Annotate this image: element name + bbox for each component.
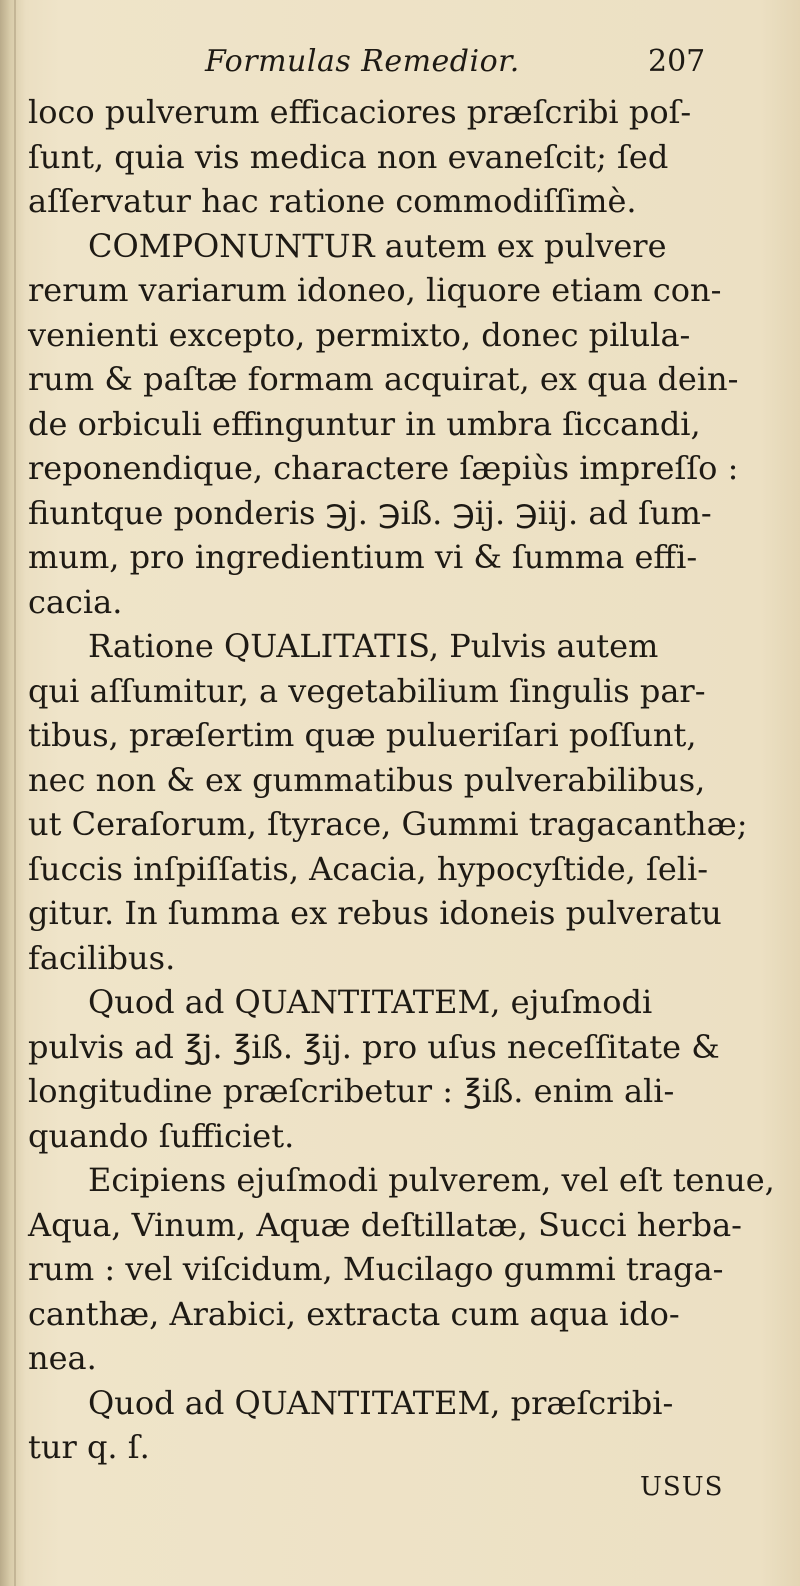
text-line: canthæ, Arabici, extracta cum aqua ido- bbox=[28, 1294, 680, 1333]
text-line: cacia. bbox=[28, 582, 123, 621]
text-line: rerum variarum idoneo, liquore etiam con- bbox=[28, 271, 722, 309]
text-line: Quod ad QUANTITATEM, præſcribi- bbox=[88, 1383, 674, 1422]
text-line: Aqua, Vinum, Aquæ deſtillatæ, Succi herba- bbox=[28, 1205, 742, 1244]
text-line: quando ſufficiet. bbox=[28, 1116, 295, 1155]
text-line: aſſervatur hac ratione commodiſſimè. bbox=[28, 182, 637, 220]
text-line: rum & paſtæ formam acquirat, ex qua dein- bbox=[28, 360, 739, 398]
page-header bbox=[0, 44, 800, 84]
body-text bbox=[28, 90, 775, 1470]
text-line: longitudine præſcribetur : ℥iß. enim ali- bbox=[28, 1072, 675, 1110]
text-line: Ecipiens ejuſmodi pulverem, vel eſt tenue, bbox=[88, 1161, 775, 1199]
text-line: Ratione QUALITATIS, Pulvis autem bbox=[88, 627, 659, 665]
catchword: USUS bbox=[640, 1472, 724, 1502]
text-line: facilibus. bbox=[28, 938, 176, 977]
text-line: venienti excepto, permixto, donec pilula- bbox=[28, 315, 691, 354]
text-line: ut Ceraſorum, ſtyrace, Gummi tragacanthæ; bbox=[28, 805, 748, 843]
running-head: Formulas Remedior. bbox=[205, 44, 520, 79]
text-line: Quod ad QUANTITATEM, ejuſmodi bbox=[88, 983, 653, 1021]
text-line: rum : vel viſcidum, Mucilago gummi traga- bbox=[28, 1250, 724, 1288]
text-line: loco pulverum efficaciores præſcribi poſ- bbox=[28, 93, 692, 131]
text-line: mum, pro ingredientium vi & ſumma effi- bbox=[28, 538, 698, 576]
binding-gutter bbox=[14, 0, 16, 1586]
text-line: pulvis ad ℥j. ℥iß. ℥ij. pro uſus neceſſitate & bbox=[28, 1027, 720, 1066]
text-line: ſuccis inſpiſſatis, Acacia, hypocyſtide, ſeli- bbox=[28, 849, 709, 888]
text-line: nea. bbox=[28, 1339, 97, 1377]
text-line: COMPONUNTUR autem ex pulvere bbox=[88, 226, 667, 265]
text-line: fiuntque ponderis ℈j. ℈iß. ℈ij. ℈iij. ad ſum- bbox=[28, 493, 712, 532]
text-line: reponendique, charactere ſæpiùs impreſſo : bbox=[28, 449, 739, 487]
text-line: tibus, præſertim quæ pulueriſari poſſunt, bbox=[28, 716, 697, 754]
page-number: 207 bbox=[648, 44, 706, 79]
text-line: de orbiculi effinguntur in umbra ſiccandi, bbox=[28, 404, 701, 443]
text-line: tur q. ſ. bbox=[28, 1428, 150, 1466]
text-line: nec non & ex gummatibus pulverabilibus, bbox=[28, 760, 706, 799]
text-line: ſunt, quia vis medica non evaneſcit; ſed bbox=[28, 137, 669, 176]
text-line: qui aſſumitur, a vegetabilium ſingulis par- bbox=[28, 671, 706, 710]
text-line: gitur. In ſumma ex rebus idoneis pulveratu bbox=[28, 894, 722, 932]
